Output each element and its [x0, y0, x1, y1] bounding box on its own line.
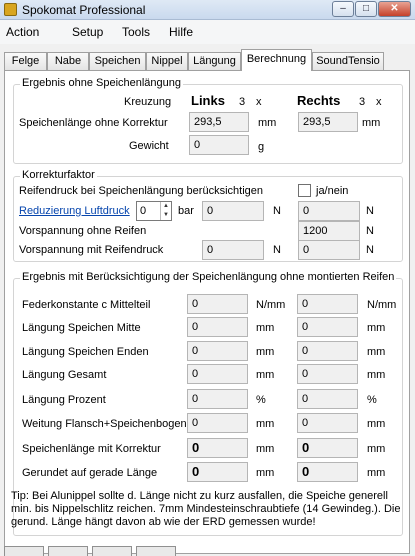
result-left-field[interactable]: 0 [187, 462, 248, 482]
bar-value: 0 [140, 205, 147, 217]
reduzierung-luftdruck-link[interactable]: Reduzierung Luftdruck [19, 205, 130, 217]
checkbox-label: ja/nein [316, 185, 349, 197]
result-right-unit: N/mm [367, 299, 397, 311]
result-left-field[interactable]: 0 [187, 294, 248, 314]
stepper-arrows-icon[interactable]: ▲ ▼ [160, 202, 171, 220]
group-title: Ergebnis ohne Speichenlängung [22, 77, 182, 89]
result-row-label: Längung Prozent [22, 394, 106, 406]
links-kreuzung-value: 3 [239, 96, 246, 108]
result-left-unit: mm [256, 346, 275, 358]
vorspannung-mit-label: Vorspannung mit Reifendruck [19, 244, 164, 256]
app-icon [4, 3, 17, 16]
result-left-field[interactable]: 0 [187, 438, 248, 458]
result-left-field[interactable]: 0 [187, 389, 248, 409]
result-right-field[interactable]: 0 [297, 438, 358, 458]
vorspannung-mit-right-field[interactable]: 0 [298, 240, 360, 260]
result-right-unit: mm [367, 418, 386, 430]
result-right-unit: mm [367, 467, 386, 479]
result-left-field[interactable]: 0 [187, 317, 248, 337]
result-row-label: Weitung Flansch+Speichenbogen [22, 418, 187, 430]
result-right-field[interactable]: 0 [297, 364, 358, 384]
vorspannung-ohne-right-field[interactable]: 1200 [298, 221, 360, 241]
result-row-label: Längung Speichen Mitte [22, 322, 141, 334]
menu-hilfe[interactable]: Hilfe [169, 25, 194, 39]
result-right-unit: mm [367, 322, 386, 334]
rechts-header: Rechts [297, 93, 341, 108]
result-left-unit: mm [256, 467, 275, 479]
result-right-field[interactable]: 0 [297, 294, 358, 314]
result-right-field[interactable]: 0 [297, 317, 358, 337]
reifendruck-checkbox[interactable] [298, 184, 311, 197]
tab-speichen[interactable]: Speichen [89, 52, 146, 70]
reduzierung-left-field[interactable]: 0 [202, 201, 264, 221]
unit-n: N [366, 205, 374, 217]
unit-mm: mm [362, 117, 381, 129]
result-left-field[interactable]: 0 [187, 413, 248, 433]
length-right-field[interactable]: 293,5 [298, 112, 358, 132]
tab-laengung[interactable]: Längung [188, 52, 241, 70]
unit-n: N [366, 225, 374, 237]
reduzierung-right-field[interactable]: 0 [298, 201, 360, 221]
weight-field[interactable]: 0 [189, 135, 249, 155]
bar-stepper[interactable] [136, 201, 172, 221]
vorspannung-ohne-label: Vorspannung ohne Reifen [19, 225, 147, 237]
tab-berechnung[interactable]: Berechnung [241, 49, 312, 71]
tab-nabe[interactable]: Nabe [47, 52, 89, 70]
result-right-unit: % [367, 394, 377, 406]
group-title: Ergebnis mit Berücksichtigung der Speichenlängung ohne montierten Reifen [22, 271, 395, 283]
links-x-label: x [256, 96, 262, 108]
result-right-field[interactable]: 0 [297, 341, 358, 361]
length-left-field[interactable]: 293,5 [189, 112, 249, 132]
unit-n: N [366, 244, 374, 256]
result-row-label: Längung Gesamt [22, 369, 107, 381]
unit-n: N [273, 244, 281, 256]
tab-soundtensio[interactable]: SoundTensio [312, 52, 384, 70]
result-right-unit: mm [367, 369, 386, 381]
title-bar [0, 0, 415, 20]
reifendruck-label: Reifendruck bei Speichenlängung berücksichtigen [19, 185, 263, 197]
rechts-kreuzung-value: 3 [359, 96, 366, 108]
length-without-correction-label: Speichenlänge ohne Korrektur [19, 117, 168, 129]
menu-tools[interactable]: Tools [122, 25, 151, 39]
bottom-button[interactable] [92, 546, 132, 556]
close-button[interactable]: ✕ [378, 1, 411, 17]
result-row-label: Speichenlänge mit Korrektur [22, 443, 161, 455]
bottom-button[interactable] [136, 546, 176, 556]
result-left-field[interactable]: 0 [187, 364, 248, 384]
weight-label: Gewicht [129, 140, 169, 152]
tab-felge[interactable]: Felge [4, 52, 47, 70]
result-left-unit: mm [256, 369, 275, 381]
result-left-unit: mm [256, 418, 275, 430]
unit-g: g [258, 141, 265, 153]
vorspannung-mit-left-field[interactable]: 0 [202, 240, 264, 260]
result-left-field[interactable]: 0 [187, 341, 248, 361]
links-header: Links [191, 93, 225, 108]
result-left-unit: mm [256, 443, 275, 455]
result-left-unit: % [256, 394, 266, 406]
result-left-unit: mm [256, 322, 275, 334]
bottom-button[interactable] [48, 546, 88, 556]
result-right-field[interactable]: 0 [297, 413, 358, 433]
group-title: Korrekturfaktor [22, 169, 95, 181]
result-right-unit: mm [367, 443, 386, 455]
result-left-unit: N/mm [256, 299, 286, 311]
result-row-label: Längung Speichen Enden [22, 346, 149, 358]
maximize-button[interactable]: □ [355, 1, 377, 17]
unit-bar: bar [178, 205, 194, 217]
menu-bar [0, 20, 415, 44]
minimize-button[interactable]: – [332, 1, 354, 17]
result-right-unit: mm [367, 346, 386, 358]
result-right-field[interactable]: 0 [297, 389, 358, 409]
result-right-field[interactable]: 0 [297, 462, 358, 482]
kreuzung-label: Kreuzung [124, 96, 172, 108]
result-row-label: Federkonstante c Mittelteil [22, 299, 151, 311]
window-title: Spokomat Professional [22, 3, 146, 17]
unit-n: N [273, 205, 281, 217]
bottom-button[interactable] [4, 546, 44, 556]
menu-setup[interactable]: Setup [72, 25, 104, 39]
tab-nippel[interactable]: Nippel [146, 52, 188, 70]
menu-action[interactable]: Action [6, 25, 40, 39]
tip-text: Tip: Bei Alunippel sollte d. Länge nicht zu kurz ausfallen, die Speiche generell min. bis Nippelschlitz reichen. 7mm Mindesteinschraubtiefe (14 Gewindeg.). Die gerund. Länge hängt davon ab wie der ERD gemessen wurde! [11, 490, 401, 528]
unit-mm: mm [258, 117, 277, 129]
result-row-label: Gerundet auf gerade Länge [22, 467, 158, 479]
rechts-x-label: x [376, 96, 382, 108]
